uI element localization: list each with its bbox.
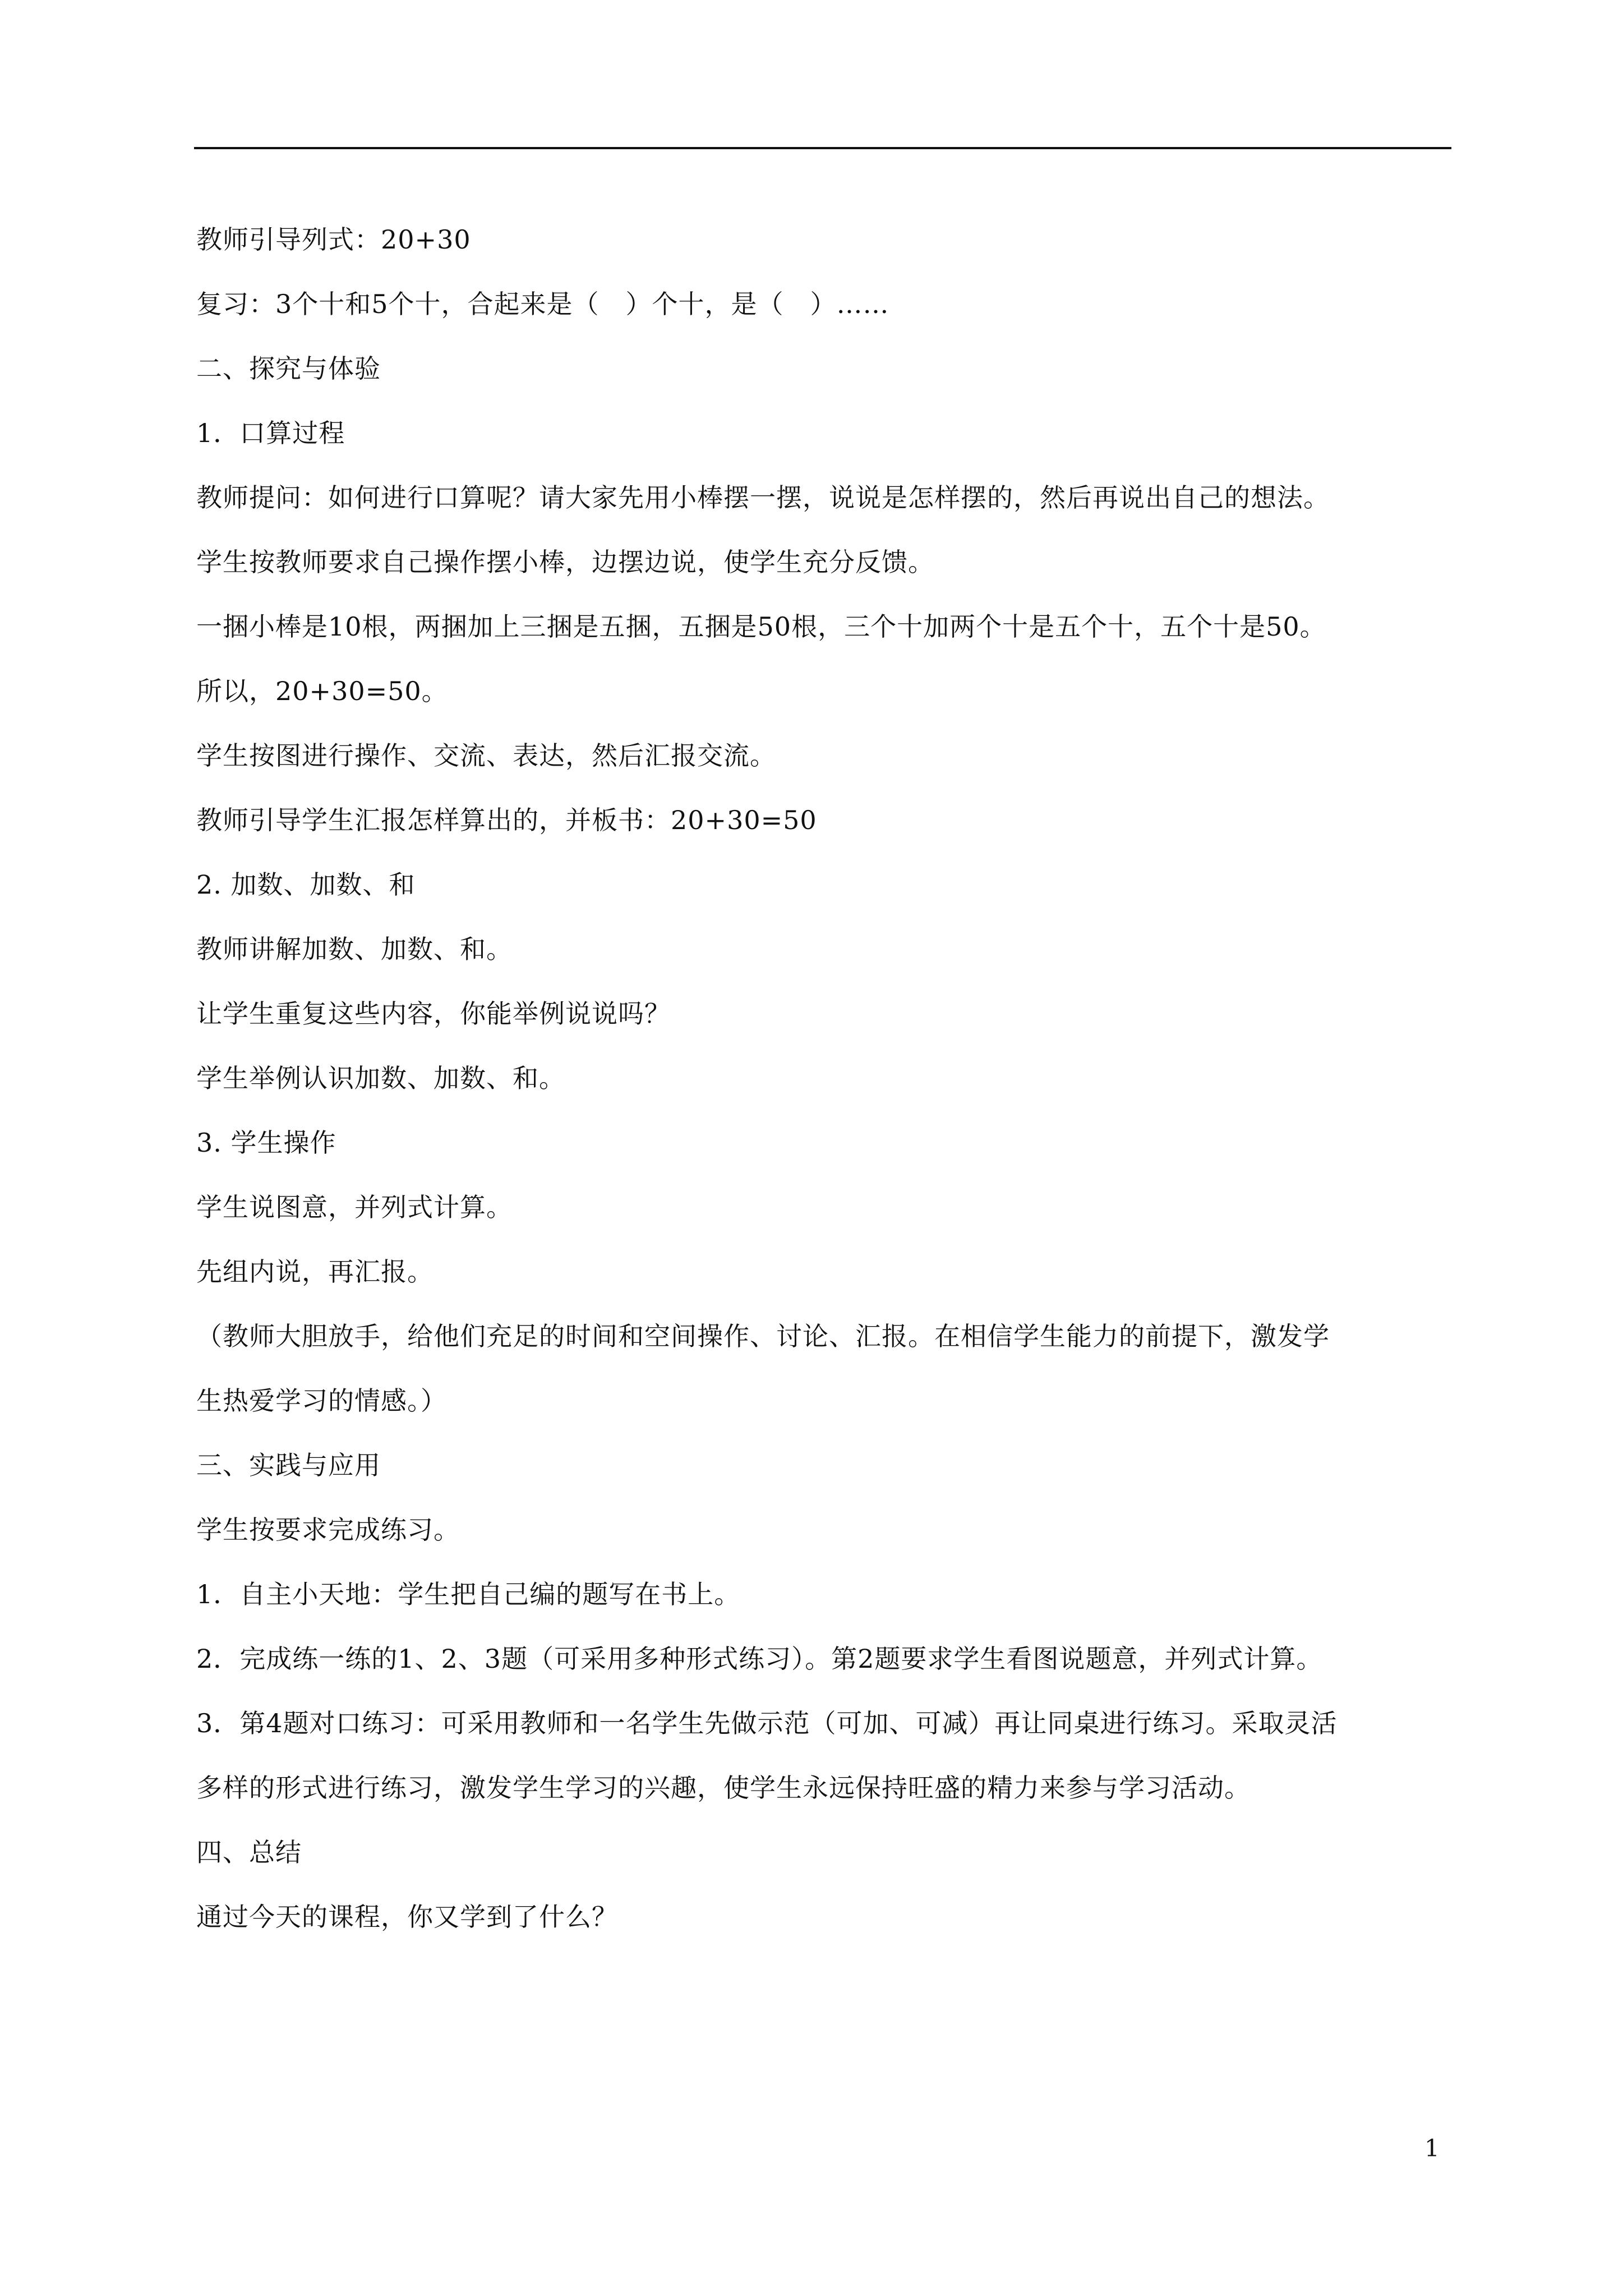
- text-line: 让学生重复这些内容，你能举例说说吗？: [196, 999, 671, 1029]
- section-heading: 二、探究与体验: [196, 353, 381, 384]
- text-line: 学生说图意，并列式计算。: [196, 1192, 513, 1222]
- text-line: 多样的形式进行练习，激发学生学习的兴趣，使学生永远保持旺盛的精力来参与学习活动。: [196, 1773, 1251, 1803]
- section-heading: 四、总结: [196, 1837, 302, 1867]
- text-line: 先组内说，再汇报。: [196, 1257, 434, 1287]
- list-item: 1．自主小天地：学生把自己编的题写在书上。: [196, 1579, 741, 1609]
- header-rule: [194, 147, 1451, 149]
- subsection-heading: 1．口算过程: [196, 418, 345, 448]
- text-line: 教师讲解加数、加数、和。: [196, 934, 513, 964]
- text-line: 所以，20+30=50。: [196, 676, 448, 706]
- subsection-heading: 2. 加数、加数、和: [196, 869, 416, 900]
- text-line: 教师引导学生汇报怎样算出的，并板书：20+30=50: [196, 805, 817, 835]
- text-line: 学生按教师要求自己操作摆小棒，边摆边说，使学生充分反馈。: [196, 547, 934, 577]
- list-item: 2．完成练一练的1、2、3题（可采用多种形式练习）。第2题要求学生看图说题意，并列式计算。: [196, 1644, 1323, 1674]
- text-line: 学生按要求完成练习。: [196, 1515, 460, 1545]
- text-line: 教师提问：如何进行口算呢？请大家先用小棒摆一摆，说说是怎样摆的，然后再说出自己的想法。: [196, 482, 1330, 513]
- list-item: 3．第4题对口练习：可采用教师和一名学生先做示范（可加、可减）再让同桌进行练习。采取灵活: [196, 1708, 1338, 1738]
- text-line: 学生按图进行操作、交流、表达，然后汇报交流。: [196, 740, 776, 771]
- document-body: [196, 208, 1453, 1949]
- subsection-heading: 3. 学生操作: [196, 1128, 336, 1158]
- section-heading: 三、实践与应用: [196, 1450, 381, 1480]
- text-line: 学生举例认识加数、加数、和。: [196, 1063, 565, 1093]
- text-line: 一捆小棒是10根，两捆加上三捆是五捆，五捆是50根，三个十加两个十是五个十，五个十是50。: [196, 611, 1326, 642]
- text-line: 生热爱学习的情感。）: [196, 1386, 447, 1416]
- text-line: 复习：3个十和5个十，合起来是（ ）个十，是（ ）……: [196, 289, 889, 319]
- text-line: 通过今天的课程，你又学到了什么？: [196, 1902, 618, 1932]
- text-line: （教师大胆放手，给他们充足的时间和空间操作、讨论、汇报。在相信学生能力的前提下，激发学: [196, 1321, 1330, 1351]
- text-line: 教师引导列式：20+30: [196, 224, 471, 255]
- page-number: 1: [1424, 2134, 1440, 2162]
